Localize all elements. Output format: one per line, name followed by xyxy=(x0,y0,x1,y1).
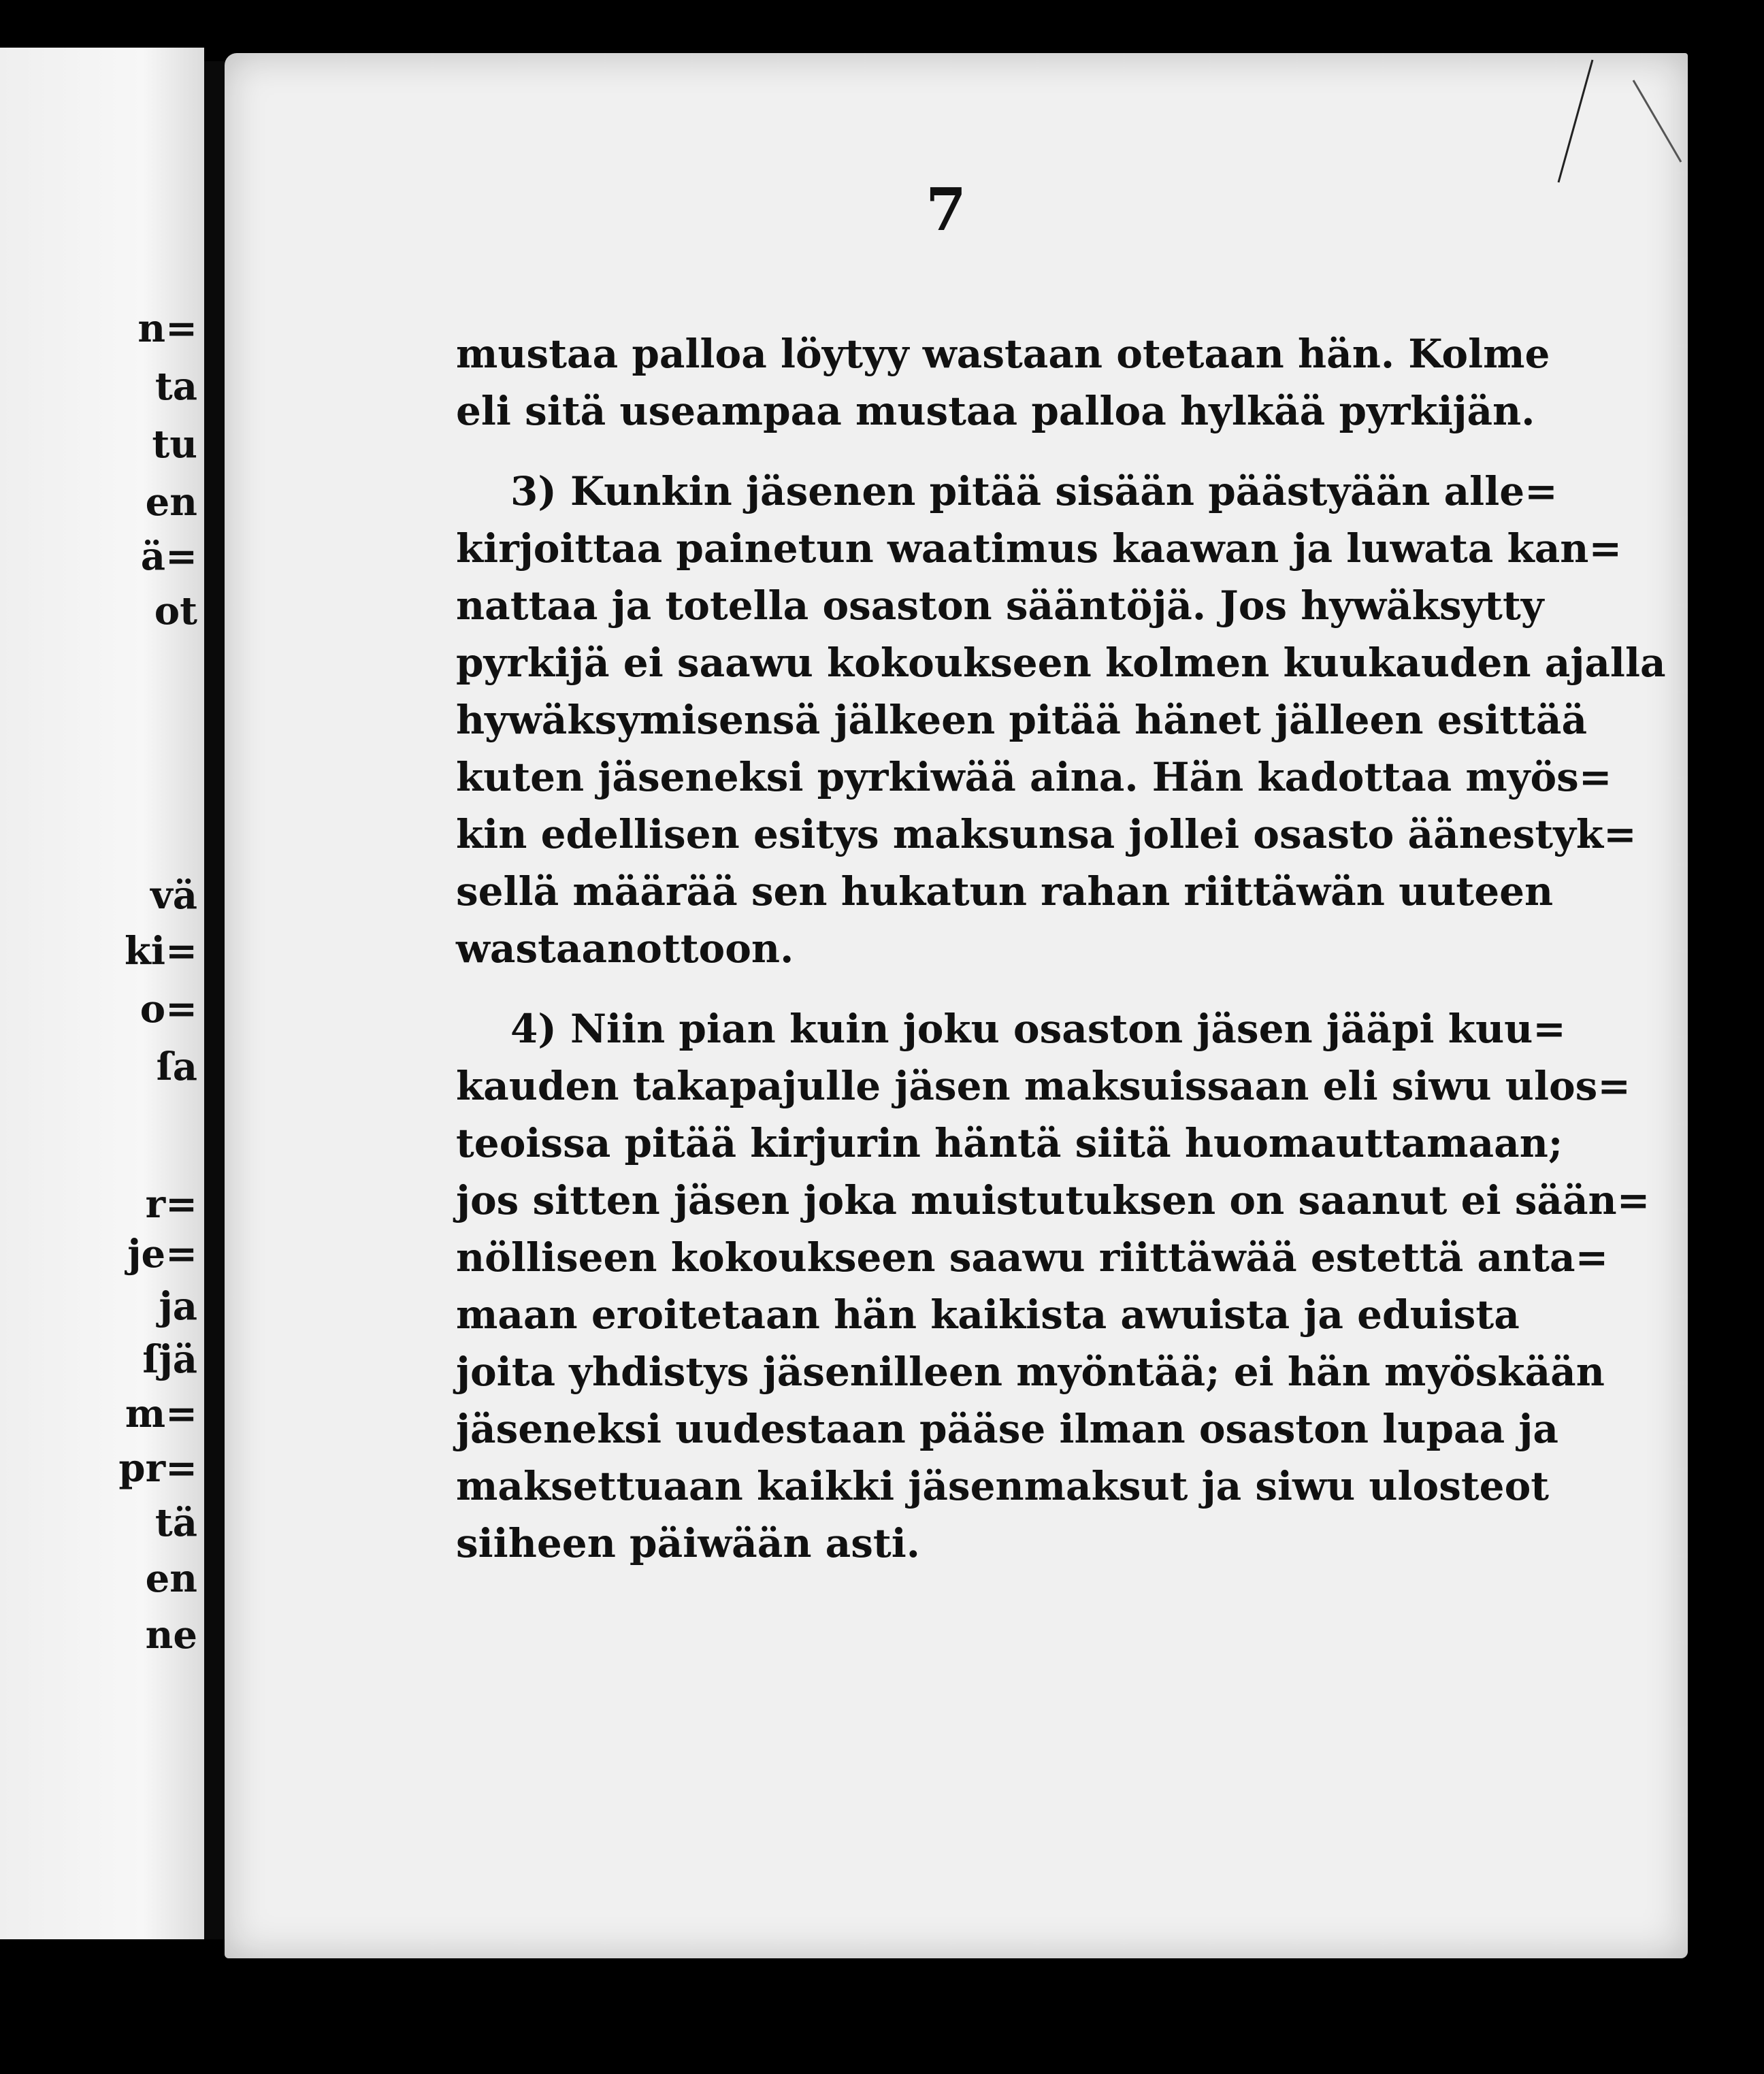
text-line: eli sitä useampaa mustaa palloa hylkää pyrkijän. xyxy=(456,388,1535,434)
text-line: pyrkijä ei saawu kokoukseen kolmen kuukauden ajalla xyxy=(456,640,1666,686)
left-fragment: m= xyxy=(125,1392,197,1436)
paragraph xyxy=(456,1000,1650,1572)
text-line: jäseneksi uudestaan pääse ilman osaston lupaa ja xyxy=(456,1406,1558,1452)
left-fragment: en xyxy=(145,480,197,525)
left-fragment: n= xyxy=(137,306,197,351)
left-fragment: ki= xyxy=(125,929,197,974)
left-fragment: pr= xyxy=(118,1446,197,1491)
text-line: mustaa palloa löytyy wastaan otetaan hän. Kolme xyxy=(456,331,1550,377)
page-corner-crease xyxy=(1538,53,1688,189)
previous-page-edge xyxy=(0,48,204,1939)
text-line: kirjoittaa painetun waatimus kaawan ja luwata kan= xyxy=(456,525,1622,572)
left-fragment: vä xyxy=(150,873,197,918)
text-line: kin edellisen esitys maksunsa jollei osasto äänestyk= xyxy=(456,811,1637,857)
text-line: maksettuaan kaikki jäsenmaksut ja siwu ulosteot xyxy=(456,1463,1550,1509)
text-line: joita yhdistys jäsenilleen myöntää; ei hän myöskään xyxy=(456,1349,1605,1395)
text-line: sellä määrää sen hukatun rahan riittäwän uuteen xyxy=(456,868,1554,915)
left-fragment: r= xyxy=(145,1182,197,1227)
page-text xyxy=(456,325,1666,1572)
text-line: maan eroitetaan hän kaikista awuista ja eduista xyxy=(456,1291,1520,1338)
left-fragment: en xyxy=(145,1556,197,1601)
paragraph xyxy=(456,325,1550,440)
left-fragment: o= xyxy=(140,987,197,1032)
left-fragment: ne xyxy=(145,1613,197,1658)
left-fragment: je= xyxy=(127,1232,197,1277)
text-line: kauden takapajulle jäsen maksuissaan eli siwu ulos= xyxy=(456,1063,1631,1109)
text-line: 3) Kunkin jäsenen pitää sisään päästyään alle= xyxy=(510,468,1558,514)
text-line: kuten jäseneksi pyrkiwää aina. Hän kadottaa myös= xyxy=(456,754,1612,800)
text-line: jos sitten jäsen joka muistutuksen on saanut ei sään= xyxy=(456,1177,1650,1223)
text-line: hywäksymisensä jälkeen pitää hänet jälleen esittää xyxy=(456,697,1588,743)
page-number: 7 xyxy=(926,176,966,244)
text-line: nölliseen kokoukseen saawu riittäwää estettä anta= xyxy=(456,1234,1609,1281)
left-fragment: ſa xyxy=(156,1044,197,1089)
text-line: 4) Niin pian kuin joku osaston jäsen jääpi kuu= xyxy=(510,1006,1566,1052)
left-fragment: tä xyxy=(154,1500,197,1545)
left-fragment: ä= xyxy=(140,534,197,579)
text-line: nattaa ja totella osaston sääntöjä. Jos hywäksytty xyxy=(456,582,1544,629)
paragraph xyxy=(456,463,1666,977)
text-line: siiheen päiwään asti. xyxy=(456,1520,920,1566)
left-fragment: ja xyxy=(159,1284,197,1329)
left-fragment: tu xyxy=(152,422,197,467)
left-fragment: ot xyxy=(154,589,197,633)
text-line: wastaanottoon. xyxy=(456,925,794,972)
left-fragment: ta xyxy=(154,364,197,409)
text-line: teoissa pitää kirjurin häntä siitä huomauttamaan; xyxy=(456,1120,1563,1166)
left-fragment: ſjä xyxy=(142,1337,197,1382)
